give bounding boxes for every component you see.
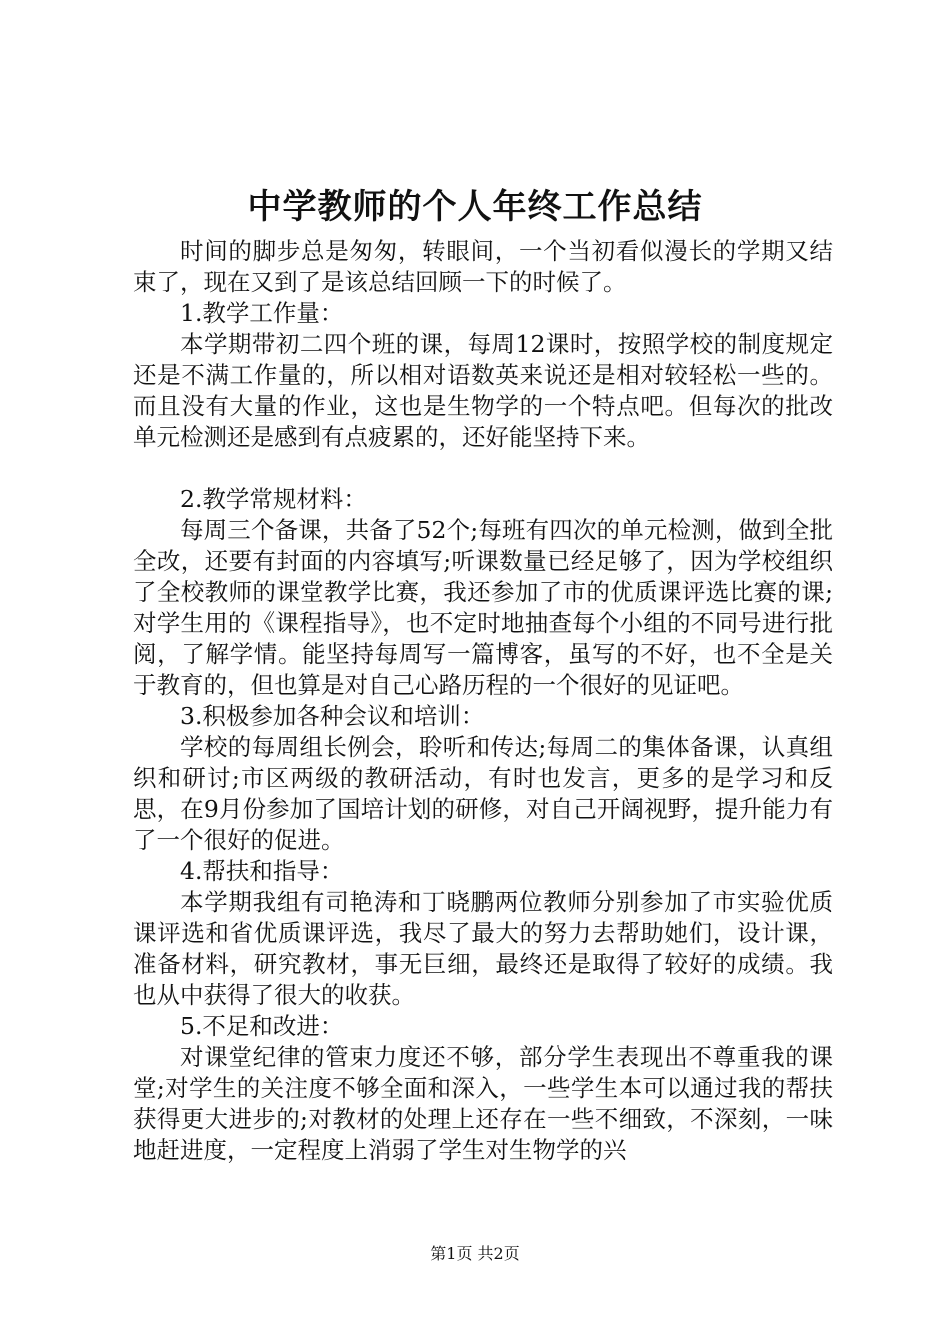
routine-materials-paragraph: 每周三个备课，共备了52个;每班有四次的单元检测，做到全批全改，还要有封面的内容填写;听课数量已经足够了，因为学校组织了全校教师的课堂教学比赛，我还参加了市的优质课评选比赛的课;对学生用的《课程指导》，也不定时地抽查每个小组的不同号进行批阅，了解学情。能坚持每周写一篇博客，虽写的不好，也不全是关于教育的，但也算是对自己心路历程的一个很好的见证吧。: [133, 516, 833, 699]
mentoring-paragraph: 本学期我组有司艳涛和丁晓鹏两位教师分别参加了市实验优质课评选和省优质课评选，我尽了最大的努力去帮助她们，设计课，准备材料，研究教材，事无巨细，最终还是取得了较好的成绩。我也从中获得了很大的收获。: [133, 888, 833, 1009]
meetings-training-paragraph: 学校的每周组长例会，聆听和传达;每周二的集体备课，认真组织和研讨;市区两级的教研活动，有时也发言，更多的是学习和反思，在9月份参加了国培计划的研修，对自己开阔视野，提升能力有了一个很好的促进。: [133, 733, 833, 854]
shortcomings-paragraph: 对课堂纪律的管束力度还不够，部分学生表现出不尊重我的课堂;对学生的关注度不够全面和深入，一些学生本可以通过我的帮扶获得更大进步的;对教材的处理上还存在一些不细致，不深刻，一味地赶进度，一定程度上消弱了学生对生物学的兴: [133, 1043, 833, 1164]
section-heading-workload: 1.教学工作量：: [180, 299, 344, 327]
workload-paragraph: 本学期带初二四个班的课，每周12课时，按照学校的制度规定还是不满工作量的，所以相对语数英来说还是相对较轻松一些的。而且没有大量的作业，这也是生物学的一个特点吧。但每次的批改单元检测还是感到有点疲累的，还好能坚持下来。: [133, 330, 833, 451]
document-body: [133, 236, 833, 1166]
section-heading-shortcomings: 5.不足和改进：: [180, 1012, 344, 1040]
document-title: 中学教师的个人年终工作总结: [247, 187, 703, 227]
page-footer: 第1页 共2页: [430, 1244, 520, 1263]
section-heading-routine-materials: 2.教学常规材料：: [180, 485, 367, 513]
intro-paragraph: 时间的脚步总是匆匆，转眼间，一个当初看似漫长的学期又结束了，现在又到了是该总结回顾一下的时候了。: [133, 237, 833, 296]
section-heading-mentoring: 4.帮扶和指导：: [180, 857, 344, 885]
section-heading-meetings-training: 3.积极参加各种会议和培训：: [180, 702, 485, 730]
